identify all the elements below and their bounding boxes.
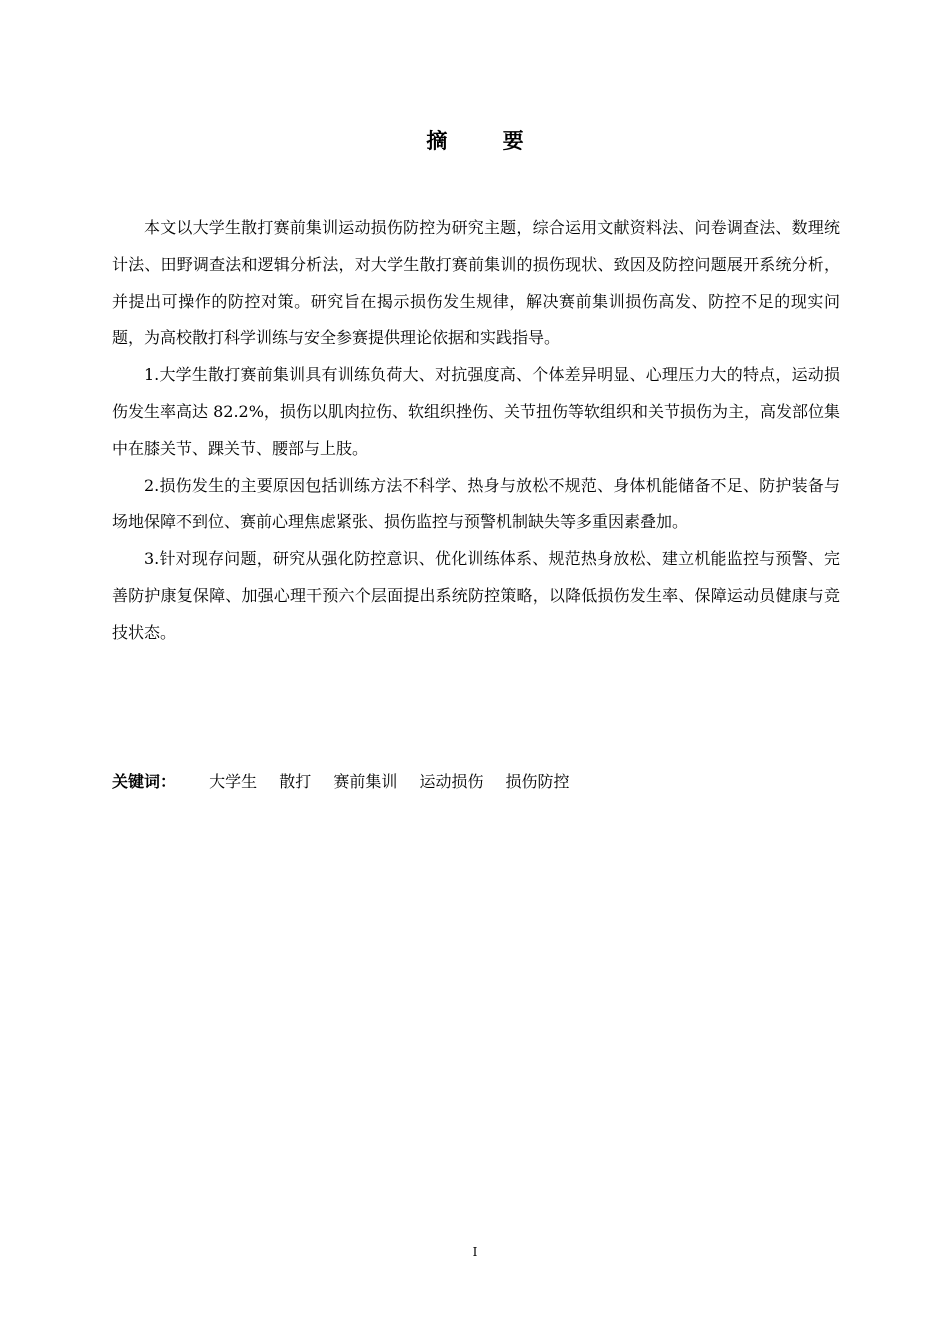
keywords-label: 关键词： — [112, 772, 177, 791]
keyword-item: 赛前集训 — [333, 772, 398, 791]
page-number: I — [472, 1245, 478, 1259]
keyword-item: 大学生 — [209, 772, 258, 791]
keyword-item: 散打 — [279, 772, 312, 791]
keywords-line — [112, 768, 840, 796]
keyword-item: 运动损伤 — [419, 772, 484, 791]
abstract-paragraph-finding-2: 2.损伤发生的主要原因包括训练方法不科学、热身与放松不规范、身体机能储备不足、防护装备与场地保障不到位、赛前心理焦虑紧张、损伤监控与预警机制缺失等多重因素叠加。 — [112, 475, 840, 532]
abstract-paragraph-intro: 本文以大学生散打赛前集训运动损伤防控为研究主题，综合运用文献资料法、问卷调查法、数理统计法、田野调查法和逻辑分析法，对大学生散打赛前集训的损伤现状、致因及防控问题展开系统分析，并提出可操作的防控对策。研究旨在揭示损伤发生规律，解决赛前集训损伤高发、防控不足的现实问题，为高校散打科学训练与安全参赛提供理论依据和实践指导。 — [112, 218, 840, 348]
keyword-item: 损伤防控 — [505, 772, 570, 791]
abstract-paragraph-finding-3: 3.针对现存问题，研究从强化防控意识、优化训练体系、规范热身放松、建立机能监控与预警、完善防护康复保障、加强心理干预六个层面提出系统防控策略，以降低损伤发生率、保障运动员健康与竞技状态。 — [112, 549, 840, 642]
page-title: 摘 要 — [426, 129, 548, 153]
abstract-paragraph-finding-1: 1.大学生散打赛前集训具有训练负荷大、对抗强度高、个体差异明显、心理压力大的特点，运动损伤发生率高达 82.2%，损伤以肌肉拉伤、软组织挫伤、关节扭伤等软组织和关节损伤为主，高发部位集中在膝关节、踝关节、腰部与上肢。 — [112, 365, 840, 458]
abstract-body — [112, 210, 840, 652]
